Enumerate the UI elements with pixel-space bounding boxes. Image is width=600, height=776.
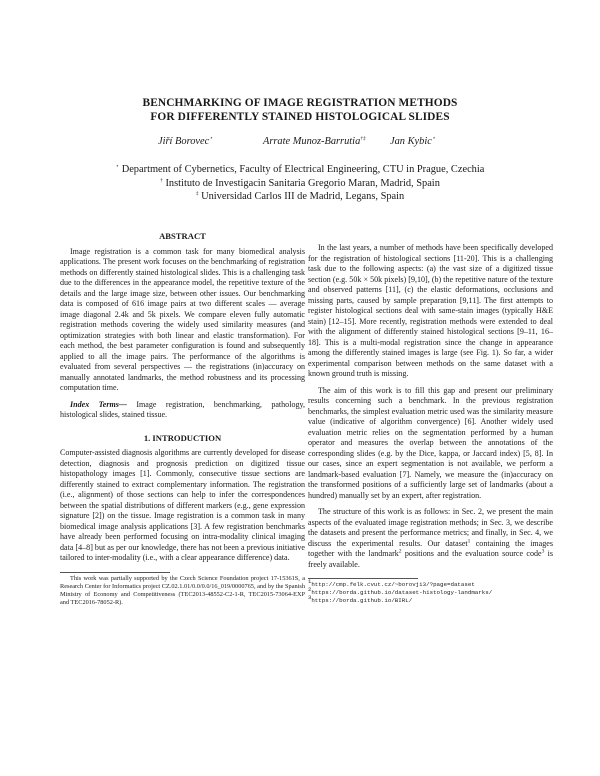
intro-p4-part-a: The structure of this work is as follows: in Sec. 2, we present the main aspects of the evaluated image registration methods; in Sec. 3, we describe the datasets and present the performance metrics; and finally, in Sec. 4, we discuss the experimental results. Our dataset: [308, 507, 553, 548]
affiliation-1-mark: ⋆: [115, 163, 120, 170]
abstract-heading: ABSTRACT: [159, 231, 206, 241]
footnote-1-link[interactable]: http://cmp.felk.cvut.cz/~borovji3/?page=dataset: [311, 581, 475, 589]
author-1: [158, 136, 213, 147]
paper-title: [0, 96, 600, 124]
intro-paragraph-3: The aim of this work is to fill this gap and present our preliminary results concerning such a benchmark. In the previous registration benchmarks, the simplest evaluation metric used was the similarity measure value (indicative of algorithm convergence) [6]. Another widely used evaluation metric relies on the segmentation performed by a human operator and measures the overlap between the annotations of the corresponding slides (e.g. by the Dice, kappa, or Jaccard index) [5, 8]. In our cases, since an expert segmentation is not available, we perform a landmark-based evaluation [7]. Namely, we measure the (in)accuracy on the transformed positions of a sufficiently large set of landmarks (about a hundred) manually set by an expert, after registration.: [308, 385, 553, 500]
author-2-name: Arrate Munoz-Barrutia: [263, 136, 361, 147]
url-footnotes: [308, 578, 553, 605]
author-3-mark: ⋆: [431, 135, 436, 142]
author-3: [390, 136, 435, 147]
affiliation-3-mark: ‡: [195, 190, 199, 197]
intro-p4-part-c: positions and the evaluation source code: [401, 549, 542, 559]
intro-paragraph-1: Computer-assisted diagnosis algorithms are currently developed for disease detection, diagnosis and prognosis prediction on digitized tissue histopathology images [1]. Commonly, consecutive tissue sections are differently stained to extract complementary information. The registration (i.e., alignment) of those sections can help to infer the correspondences between the spatial distributions of different markers (e.g., gene expression signature [2]) on the tissue. Image registration is a common task in many biomedical image analysis applications [3]. A few registration benchmarks have already been performed focusing on intra-modality clinical imaging data [4–8] but as per our knowledge, there has not been a previous initiative tailored to inter-modality (i.e., with a clear appearance difference) data.: [60, 448, 305, 563]
funding-footnote: This work was partially supported by the Czech Science Foundation project 17-15361S, a Research Center for Informatics project CZ.02.1.01/0.0/0.0/16_019/0000765, and by the Spanish Ministry of Economy and Competitiveness (TEC2013-48552-C2-1-R, TEC2015-73064-EXP and TEC2016-78052-R).: [60, 574, 305, 606]
right-column: [308, 243, 553, 605]
affiliation-1-text: Department of Cybernetics, Faculty of Electrical Engineering, CTU in Prague, Czechia: [121, 164, 485, 175]
affiliation-2: [0, 177, 600, 191]
footnote-3: [308, 594, 553, 605]
index-terms-label: Index Terms—: [70, 399, 127, 409]
footnote-ref-1: 1: [467, 538, 471, 545]
intro-p4-part-b: containing the images together with the landmark: [308, 538, 553, 559]
footnote-1-mark: 1: [308, 578, 312, 586]
footnote-3-link[interactable]: https://borda.github.io/BIRL/: [311, 597, 413, 605]
intro-p4-part-d: is freely available.: [308, 549, 553, 569]
affiliation-2-mark: †: [160, 177, 163, 184]
author-1-name: Jiří Borovec: [158, 136, 210, 147]
title-line-2: FOR DIFFERENTLY STAINED HISTOLOGICAL SLIDES: [150, 111, 450, 123]
right-footnote-rule: [308, 578, 418, 579]
author-1-mark: ⋆: [209, 135, 213, 142]
intro-paragraph-2: In the last years, a number of methods have been specifically developed for the registration of histological sections [11-20]. This is a challenging task due to the following aspects: (a) the vast size of a digitized tissue section (e.g. 50k × 50k pixels) [9,10], (b) the repetitive nature of the texture and observed patterns [11], (c) the elastic deformations, occlusions and missing parts, caused by sample preparation [9,11]. The first attempts to register histological sections deal with same-stain images (typically H&E stain) [12–15]. More recently, registration methods were extended to deal with the alignment of differently stained histological sections [9–11, 16–18]. This is a multi-modal registration since the change in appearance among the differently stained images is large (see Fig. 1). So far, a wider experimental comparison between methods on the same dataset with a known ground truth is missing.: [308, 243, 553, 379]
affiliations: [0, 163, 600, 204]
footnote-ref-3: 3: [541, 548, 545, 555]
abstract-text: Image registration is a common task for many biomedical analysis applications. The present work focuses on the benchmarking of registration methods on differently stained histological slides. This is a challenging task due to the differences in the appearance model, the repetitive texture of the details and the large image size, between other issues. Our benchmarking data is composed of 616 image pairs at two different scales — average image diagonal 2.4k and 5k pixels. We compare eleven fully automatic registration methods covering the widely used similarity measures (and optimization strategies with both linear and elastic transformation). For each method, the best parameter configuration is found and subsequently applied to all the image pairs. The performance of the algorithms is evaluated from several perspectives — the registrations (in)accuracy on manually annotated landmarks, the method robustness and its processing computation time.: [60, 246, 305, 393]
title-line-1: BENCHMARKING OF IMAGE REGISTRATION METHODS: [142, 97, 458, 109]
intro-paragraph-4: [308, 507, 553, 570]
author-2-mark: †‡: [360, 135, 366, 142]
affiliation-3: [0, 190, 600, 204]
left-column: [60, 231, 305, 607]
footnote-3-mark: 3: [308, 594, 312, 602]
affiliation-2-text: Instituto de Investigacin Sanitaria Gregorio Maran, Madrid, Spain: [165, 177, 440, 189]
affiliation-1: [0, 163, 600, 177]
author-3-name: Jan Kybic: [390, 136, 432, 147]
footnote-2-mark: 2: [308, 586, 312, 594]
footnote-ref-2: 2: [398, 548, 402, 555]
index-terms: [60, 400, 305, 421]
footnote-2-link[interactable]: https://borda.github.io/dataset-histology-landmarks/: [311, 589, 493, 597]
footnote-rule: [60, 572, 170, 573]
index-terms-text: Image registration, benchmarking, pathology, histological slides, stained tissue.: [60, 399, 306, 420]
introduction-heading: 1. INTRODUCTION: [143, 432, 222, 443]
affiliation-3-text: Universidad Carlos III de Madrid, Legans, Spain: [201, 191, 405, 203]
author-2: [263, 136, 366, 147]
author-list: [0, 136, 600, 150]
